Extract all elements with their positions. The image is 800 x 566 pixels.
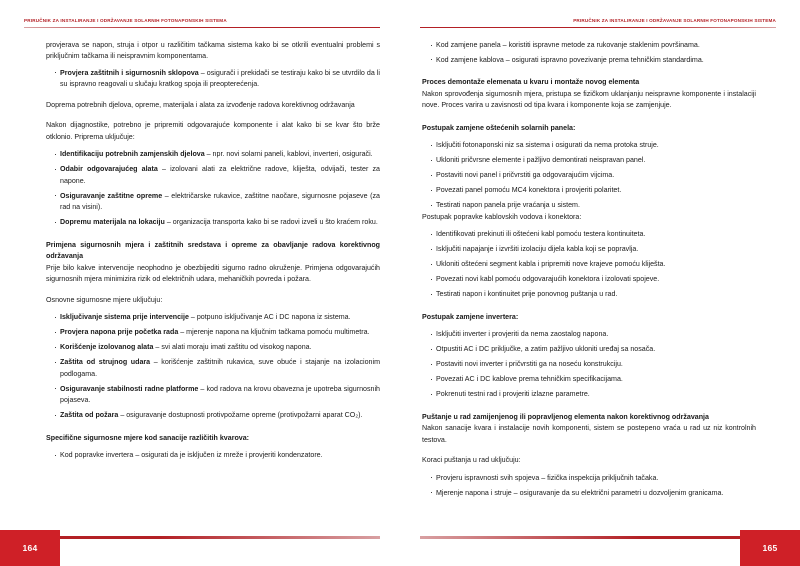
list-item bbox=[430, 229, 756, 240]
list-item bbox=[430, 274, 756, 285]
bullet-text: Mjerenje napona i struje – osiguravanje da su električni parametri u dozvoljenim granicama. bbox=[436, 488, 724, 497]
bullet-text: Provjeru ispravnosti svih spojeva – fizička inspekcija priključnih tačaka. bbox=[436, 473, 659, 482]
heading-safety-measures: Primjena sigurnosnih mjera i zaštitnih sredstava i opreme za obavljanje radova korektivnog održavanja bbox=[46, 240, 380, 261]
bullet-text: Kod zamjene panela – koristiti ispravne metode za rukovanje staklenim površinama. bbox=[436, 41, 700, 49]
heading-panel-procedure: Postupak zamjene oštećenih solarnih panela: bbox=[422, 123, 576, 132]
list-item bbox=[430, 329, 756, 340]
list-item bbox=[430, 289, 756, 300]
commissioning-bullet-list bbox=[422, 473, 756, 499]
list-item bbox=[54, 217, 380, 228]
specific-measures-bullet-list bbox=[46, 450, 380, 461]
list-item bbox=[54, 357, 380, 380]
header-rule-left bbox=[24, 27, 380, 28]
heading-commissioning-steps: Koraci puštanja u rad uključuju: bbox=[422, 456, 521, 465]
list-item bbox=[430, 488, 756, 499]
running-header-title: PRIRUČNIK ZA INSTALIRANJE I ODRŽAVANJE SOLARNIH FOTONAPONSKIH SISTEMA bbox=[573, 18, 776, 23]
bullet-term: Korišćenje izolovanog alata bbox=[60, 343, 154, 352]
page-number-right: 165 bbox=[740, 530, 800, 566]
panel-procedure-bullet-list bbox=[422, 140, 756, 211]
text-column-right bbox=[422, 40, 756, 520]
heading-supply: Doprema potrebnih djelova, opreme, materijala i alata za izvođenje radova korektivnog održavanja bbox=[46, 100, 355, 109]
list-item bbox=[54, 327, 380, 338]
list-item bbox=[54, 410, 380, 421]
bullet-term: Identifikaciju potrebnih zamjenskih djelova bbox=[60, 150, 205, 159]
bullet-text: Pokrenuti testni rad i provjeriti izlazne parametre. bbox=[436, 390, 590, 399]
running-header-left bbox=[24, 19, 380, 33]
heading-commissioning: Puštanje u rad zamijenjenog ili popravljenog elementa nakon korektivnog održavanja bbox=[422, 412, 709, 421]
list-item bbox=[430, 244, 756, 255]
bullet-text: Ukloniti pričvrsne elemente i pažljivo demontirati neispravan panel. bbox=[436, 156, 646, 165]
bullet-text: Otpustiti AC i DC priključke, a zatim pažljivo ukloniti uređaj sa nosača. bbox=[436, 345, 656, 354]
page-right bbox=[400, 0, 800, 566]
bullet-text: Testirati napon panela prije vraćanja u sistem. bbox=[436, 201, 580, 210]
text-column-left bbox=[46, 40, 380, 520]
bullet-text: Kod zamjene kablova – osigurati ispravno povezivanje prema tehničkim standardima. bbox=[436, 55, 704, 64]
bullet-text: – korišćenje zaštitnih rukavica, suve obuće i stajanje na izolacionim podlogama. bbox=[60, 358, 380, 378]
heading-basic-measures: Osnovne sigurnosne mjere uključuju: bbox=[46, 295, 163, 304]
bullet-term: Isključivanje sistema prije intervencije bbox=[60, 313, 189, 322]
bullet-term: Provjera zaštitnih i sigurnosnih sklopova bbox=[60, 68, 199, 77]
bullet-text: – osiguravanje dostupnosti protivpožarne opreme (protivpožarni aparat CO₂). bbox=[118, 411, 363, 420]
list-item bbox=[430, 359, 756, 370]
bullet-text: – osigurači i prekidači se testiraju kako bi se utvrdilo da li su ispravno reagovali u slučaju kratkog spoja ili preopterećenja. bbox=[60, 68, 381, 89]
bullet-text: Postaviti novi panel i pričvrstiti ga odgovarajućim vijcima. bbox=[436, 171, 615, 180]
bullet-text: – mjerenje napona na ključnim tačkama pomoću multimetra. bbox=[178, 328, 370, 337]
bullet-text: Isključiti napajanje i izvršiti izolaciju dijela kabla koji se popravlja. bbox=[436, 245, 639, 254]
bullet-text: Ukloniti oštećeni segment kabla i pripremiti nove krajeve pomoću kliješta. bbox=[436, 260, 666, 269]
bullet-term: Provjera napona prije početka rada bbox=[60, 328, 179, 337]
list-item bbox=[430, 389, 756, 400]
bullet-term: Osiguravanje stabilnosti radne platforme bbox=[60, 384, 199, 393]
cable-procedure-bullet-list bbox=[422, 229, 756, 300]
bullet-text: – organizacija transporta kako bi se radovi izveli u što kraćem roku. bbox=[164, 218, 378, 227]
list-item bbox=[430, 155, 756, 166]
bullet-text: – izolovani alati za električne radove, kliješta, odvijači, tester za napone. bbox=[60, 165, 380, 185]
paragraph-safety: Prije bilo kakve intervencije neophodno je obezbijediti sigurno radno okruženje. Primjena odgovarajućih sigurnosnih mjera minimizira rizik od električnih udara, mehaničkih povreda i požara. bbox=[46, 263, 380, 284]
list-item bbox=[54, 384, 380, 407]
list-item bbox=[430, 170, 756, 181]
heading-specific-measures: Specifične sigurnosne mjere kod sanacije različitih kvarova: bbox=[46, 433, 250, 442]
bullet-text: – svi alati moraju imati zaštitu od visokog napona. bbox=[153, 343, 312, 352]
bullet-text: Povezati novi kabl pomoću odgovarajućih konektora i izolovati spojeve. bbox=[436, 275, 660, 284]
list-item bbox=[54, 149, 380, 160]
bullet-text: – električarske rukavice, zaštitne naočare, sigurnosne pojaseve (za rad na visini). bbox=[60, 191, 380, 212]
list-item bbox=[54, 450, 380, 461]
heading-cable-procedure: Postupak popravke kablovskih vodova i konektora: bbox=[422, 212, 582, 221]
bullet-text: Isključiti inverter i provjeriti da nema zaostalog napona. bbox=[436, 330, 609, 339]
list-item bbox=[430, 259, 756, 270]
list-item bbox=[54, 342, 380, 353]
list-item bbox=[430, 55, 756, 66]
list-item bbox=[54, 312, 380, 323]
continued-bullet-list bbox=[422, 40, 756, 66]
running-header-title: PRIRUČNIK ZA INSTALIRANJE I ODRŽAVANJE SOLARNIH FOTONAPONSKIH SISTEMA bbox=[24, 18, 227, 23]
list-item bbox=[430, 40, 756, 51]
basic-measures-bullet-list bbox=[46, 312, 380, 421]
list-item bbox=[430, 185, 756, 196]
continuation-bullet-list bbox=[46, 68, 380, 91]
bullet-term: Zaštita od strujnog udara bbox=[60, 358, 151, 367]
list-item bbox=[54, 191, 380, 214]
list-item bbox=[430, 374, 756, 385]
list-item bbox=[430, 200, 756, 211]
heading-inverter-procedure: Postupak zamjene invertera: bbox=[422, 312, 519, 321]
bullet-text: Kod popravke invertera – osigurati da je isključen iz mreže i provjeriti kondenzatore. bbox=[60, 451, 323, 460]
bullet-text: Testirati napon i kontinuitet prije ponovnog puštanja u rad. bbox=[436, 290, 618, 299]
list-item bbox=[430, 344, 756, 355]
continuation-paragraph: provjerava se napon, struja i otpor u različitim tačkama sistema kako bi se otkrili eventualni problemi s priključnim tačkama ili neispravnim komponentama. bbox=[46, 41, 380, 61]
page-number-left: 164 bbox=[0, 530, 60, 566]
bullet-term: Dopremu materijala na lokaciju bbox=[60, 218, 165, 227]
list-item bbox=[54, 68, 380, 91]
bullet-text: – kod radova na krovu obavezna je upotreba sigurnosnih pojaseva. bbox=[60, 384, 380, 405]
heading-dismantle: Proces demontaže elemenata u kvaru i montaže novog elementa bbox=[422, 78, 640, 87]
bullet-text: – npr. novi solarni paneli, kablovi, inverteri, osigurači. bbox=[204, 150, 373, 159]
bullet-text: Postaviti novi inverter i pričvrstiti ga na noseću konstrukciju. bbox=[436, 360, 623, 369]
paragraph-commissioning: Nakon sanacije kvara i instalacije novih komponenti, sistem se postepeno vraća u rad uz niz kontrolnih testova. bbox=[422, 424, 756, 444]
list-item bbox=[430, 473, 756, 484]
running-header-right bbox=[420, 19, 776, 33]
list-item bbox=[430, 140, 756, 151]
bullet-term: Osiguravanje zaštitne opreme bbox=[60, 191, 163, 200]
inverter-procedure-bullet-list bbox=[422, 329, 756, 400]
bullet-term: Odabir odgovarajućeg alata bbox=[60, 165, 158, 174]
header-rule-right bbox=[420, 27, 776, 28]
bullet-text: Identifikovati prekinuti ili oštećeni kabl pomoću testera kontinuiteta. bbox=[436, 230, 646, 239]
bullet-text: Isključiti fotonaponski niz sa sistema i osigurati da nema protoka struje. bbox=[436, 141, 659, 150]
bullet-text: Povezati AC i DC kablove prema tehničkim specifikacijama. bbox=[436, 375, 623, 384]
list-item bbox=[54, 164, 380, 187]
bullet-text: Povezati panel pomoću MC4 konektora i provjeriti polaritet. bbox=[436, 186, 622, 195]
preparation-bullet-list bbox=[46, 149, 380, 228]
paragraph-dismantle: Nakon sprovođenja sigurnosnih mjera, pristupa se fizičkom uklanjanju neispravne komponente i instalaciji nove. Proces varira u zavisnosti od tipa kvara i komponente koja se zamjenjuje. bbox=[422, 89, 756, 110]
paragraph-after-diagnostics: Nakon dijagnostike, potrebno je pripremiti odgovarajuće komponente i alat kako bi se kvar što brže otklonio. Priprema uključuje: bbox=[46, 121, 380, 141]
bullet-term: Zaštita od požara bbox=[60, 411, 119, 420]
bullet-text: – potpuno isključivanje AC i DC napona iz sistema. bbox=[188, 313, 351, 322]
